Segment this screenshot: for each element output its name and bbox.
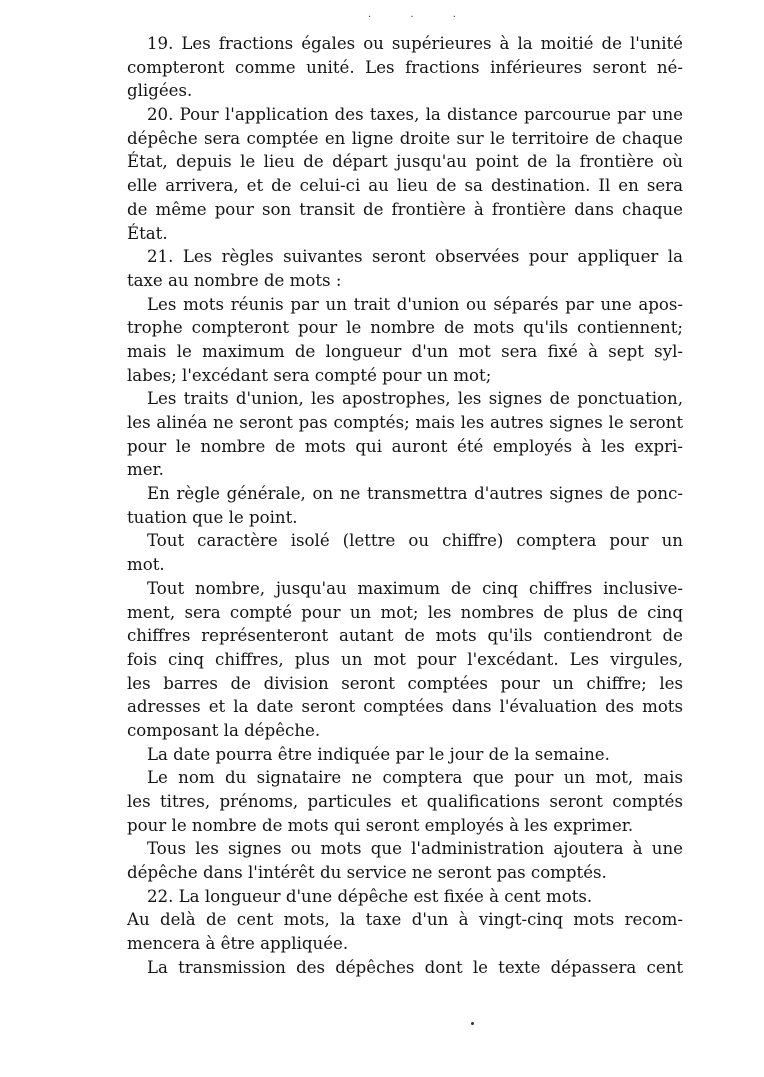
text-line: adresses et la date seront comptées dans l'évaluation des mots [127, 697, 683, 717]
text-line: dépêche dans l'intérêt du service ne seront pas comptés. [127, 863, 607, 883]
text-line: 19. Les fractions égales ou supérieures à la moitié de l'unité [147, 34, 683, 53]
text-line: mais le maximum de longueur d'un mot sera fixé à sept syl- [127, 341, 683, 361]
text-line: les titres, prénoms, particules et qualifications seront comptés [127, 792, 683, 811]
text-line: dépêche sera comptée en ligne droite sur le territoire de chaque [127, 128, 683, 148]
text-line: 21. Les règles suivantes seront observées pour appliquer la [147, 247, 683, 267]
text-line: ment, sera compté pour un mot; les nombres de plus de cinq [127, 602, 683, 622]
text-line: composant la dépêche. [127, 720, 321, 740]
text-line: État. [127, 223, 168, 243]
text-line: En règle générale, on ne transmettra d'autres signes de ponc- [147, 484, 683, 504]
text-line: fois cinq chiffres, plus un mot pour l'excédant. Les virgules, [127, 649, 683, 669]
document-text-block [127, 32, 683, 980]
text-line: mer. [127, 460, 164, 480]
text-line: Les mots réunis par un trait d'union ou séparés par une apos- [147, 294, 683, 314]
text-line: pour le nombre de mots qui seront employés à les exprimer. [127, 815, 634, 835]
text-line: Tous les signes ou mots que l'administration ajoutera à une [147, 839, 683, 859]
text-line: Tout caractère isolé (lettre ou chiffre) comptera pour un [147, 531, 683, 551]
text-line: elle arrivera, et de celui-ci au lieu de sa destination. Il en sera [127, 176, 683, 196]
text-line: gligées. [127, 81, 193, 101]
text-line: Au delà de cent mots, la taxe d'un à vingt-cinq mots recom- [127, 910, 683, 930]
text-line: labes; l'excédant sera compté pour un mot; [127, 365, 492, 385]
text-line: compteront comme unité. Les fractions inférieures seront né- [127, 57, 683, 77]
text-line: trophe compteront pour le nombre de mots qu'ils contiennent; [127, 318, 683, 338]
text-line: Le nom du signataire ne comptera que pour un mot, mais [147, 768, 683, 788]
text-line: Les traits d'union, les apostrophes, les signes de ponctuation, [147, 389, 683, 409]
text-line: chiffres représenteront autant de mots qu'ils contiendront de [127, 626, 683, 646]
text-line: pour le nombre de mots qui auront été employés à les expri- [127, 436, 683, 456]
print-speck [471, 1022, 474, 1025]
top-print-marks: · · · [368, 12, 474, 23]
text-line: La date pourra être indiquée par le jour de la semaine. [147, 744, 610, 764]
text-line: les alinéa ne seront pas comptés; mais les autres signes le seront [127, 413, 683, 432]
text-line: de même pour son transit de frontière à frontière dans chaque [127, 199, 683, 219]
text-line: 20. Pour l'application des taxes, la distance parcourue par une [147, 105, 683, 125]
text-line: les barres de division seront comptées pour un chiffre; les [127, 673, 683, 693]
text-line: tuation que le point. [127, 507, 298, 527]
text-line: 22. La longueur d'une dépêche est fixée à cent mots. [147, 886, 593, 906]
text-line: État, depuis le lieu de départ jusqu'au point de la frontière où [127, 152, 683, 172]
text-line: Tout nombre, jusqu'au maximum de cinq chiffres inclusive- [147, 578, 683, 598]
text-line: taxe au nombre de mots : [127, 270, 342, 290]
text-line: La transmission des dépêches dont le texte dépassera cent [147, 957, 683, 977]
text-line: mot. [127, 555, 165, 575]
text-line: mencera à être appliquée. [127, 934, 349, 954]
